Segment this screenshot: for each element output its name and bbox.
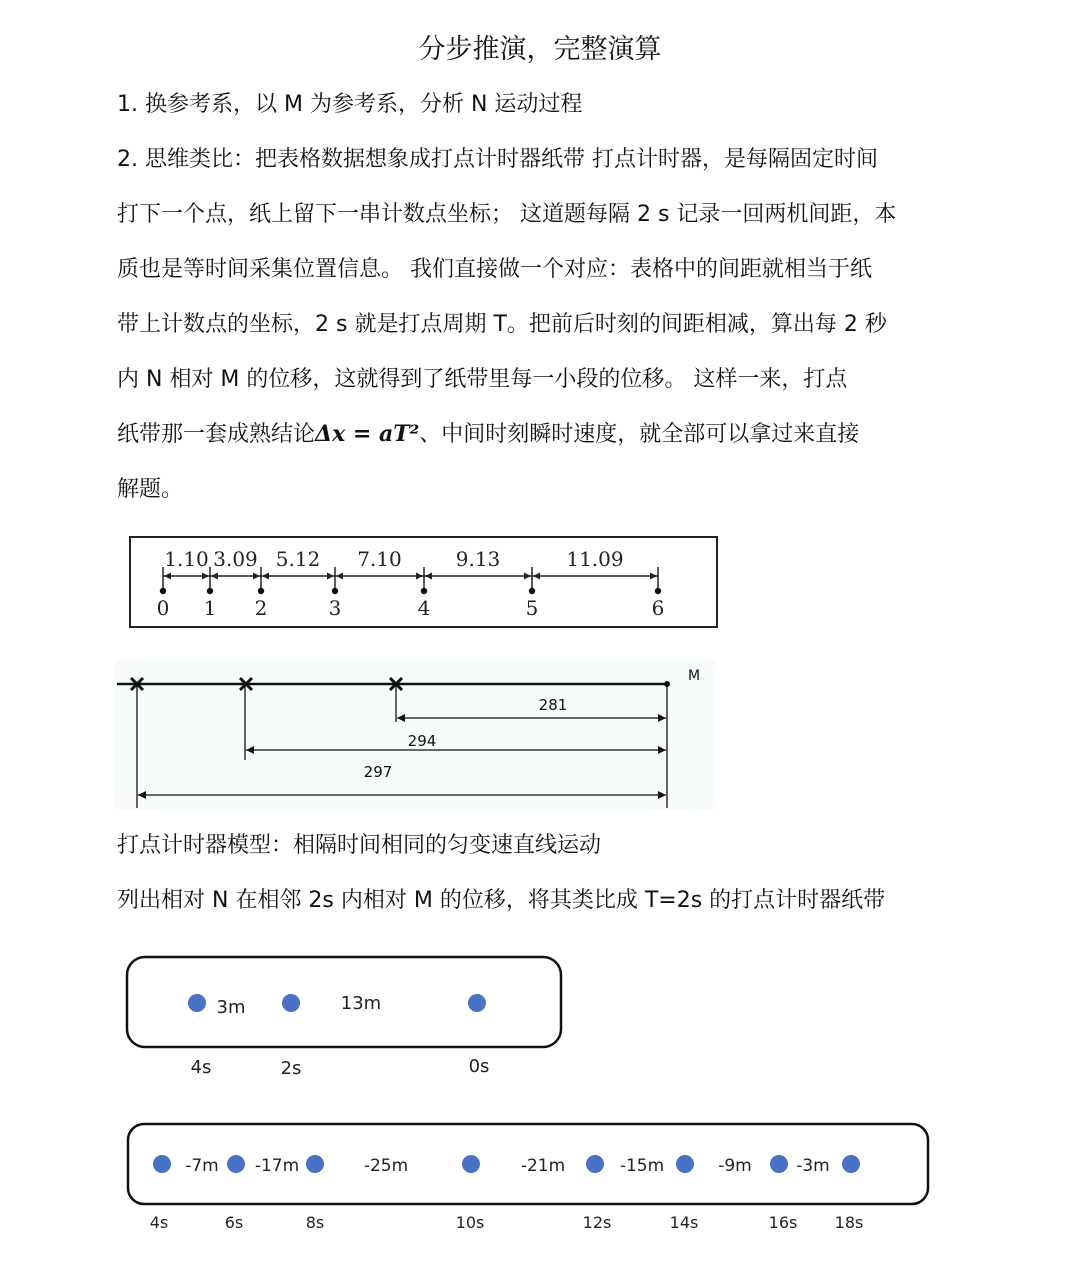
gap-label: -7m [185, 1156, 219, 1176]
tape-dot [676, 1155, 694, 1173]
segment-length-label: 11.09 [566, 547, 624, 571]
model-description: 列出相对 N 在相邻 2s 内相对 M 的位移，将其类比成 T=2s 的打点计时器纸带 [117, 888, 886, 913]
gap-label: -17m [254, 1156, 300, 1176]
segment-length-label: 1.10 [164, 547, 209, 571]
step2-line: 解题。 [117, 477, 184, 502]
segment-length-label: 3.09 [213, 547, 258, 571]
tape-point-label: 5 [525, 596, 539, 620]
step2-line: 打下一个点，纸上留下一串计数点坐标； 这道题每隔 2 s 记录一回两机间距，本 [117, 202, 897, 227]
tape-point-label: 0 [156, 596, 170, 620]
gap-label: -21m [520, 1156, 566, 1176]
tape-dot [153, 1155, 171, 1173]
tape-point [207, 588, 213, 594]
tape-point [160, 588, 166, 594]
distance-label: 281 [538, 696, 568, 714]
step2-text-after-formula: 、中间时刻瞬时速度，就全部可以拿过来直接 [419, 422, 860, 447]
time-label: 8s [305, 1213, 325, 1232]
tape-point-label: 6 [651, 596, 665, 620]
tape-point-label: 2 [254, 596, 268, 620]
time-label: 4s [149, 1213, 169, 1232]
gap-label: 3m [216, 997, 246, 1018]
step2-line-formula [117, 407, 967, 462]
tape-dot [227, 1155, 245, 1173]
gap-label: -3m [796, 1156, 830, 1176]
segment-length-label: 5.12 [275, 547, 321, 571]
step2-line: 2. 思维类比：把表格数据想象成打点计时器纸带 打点计时器，是每隔固定时间 [117, 147, 878, 172]
time-label: 12s [582, 1213, 612, 1232]
step1-text [117, 77, 967, 132]
distance-label: 297 [363, 763, 393, 781]
time-label: 4s [190, 1057, 212, 1078]
dot-tape-2 [120, 1115, 940, 1240]
time-label: 18s [834, 1213, 864, 1232]
tape-point [258, 588, 264, 594]
time-label: 6s [224, 1213, 244, 1232]
distance-label: 294 [407, 732, 437, 750]
step1-line: 1. 换参考系，以 M 为参考系，分析 N 运动过程 [117, 92, 583, 117]
gap-label: 13m [340, 993, 382, 1014]
tape-dot [306, 1155, 324, 1173]
gap-label: -9m [718, 1156, 752, 1176]
ticker-tape-diagram [128, 535, 720, 630]
time-label: 0s [468, 1056, 490, 1077]
tape-point [655, 588, 661, 594]
tape-point-label: 4 [417, 596, 431, 620]
step2-text-before-formula: 纸带那一套成熟结论 [117, 422, 316, 447]
tape-dot [282, 994, 300, 1012]
gap-label: -25m [363, 1156, 409, 1176]
time-label: 2s [280, 1058, 302, 1079]
tape-point [529, 588, 535, 594]
step2-line: 带上计数点的坐标，2 s 就是打点周期 T。把前后时刻的间距相减，算出每 2 秒 [117, 312, 887, 337]
segment-length-label: 7.10 [357, 547, 402, 571]
step2-line: 内 N 相对 M 的位移，这就得到了纸带里每一小段的位移。 这样一来，打点 [117, 367, 848, 392]
tape-dot [586, 1155, 604, 1173]
tape-dot [188, 994, 206, 1012]
segment-length-label: 9.13 [455, 547, 501, 571]
tape-dot [842, 1155, 860, 1173]
tape-point [421, 588, 427, 594]
tape-dot [468, 994, 486, 1012]
time-label: 16s [768, 1213, 798, 1232]
tape-point-label: 1 [203, 596, 217, 620]
time-label: 14s [669, 1213, 699, 1232]
distance-diagram [115, 660, 715, 810]
dot-tape-1 [120, 950, 570, 1085]
step2-paragraph [117, 132, 967, 517]
tape-point-label: 3 [328, 596, 342, 620]
tape-dot [770, 1155, 788, 1173]
page-title: 分步推演，完整演算 [418, 34, 662, 65]
time-label: 10s [455, 1213, 485, 1232]
tape-dot [462, 1155, 480, 1173]
formula: Δx = aT² [315, 421, 420, 447]
tape-point [332, 588, 338, 594]
model-title: 打点计时器模型：相隔时间相同的匀变速直线运动 [117, 833, 602, 858]
step2-line: 质也是等时间采集位置信息。 我们直接做一个对应：表格中的间距就相当于纸 [117, 257, 872, 282]
gap-label: -15m [619, 1156, 665, 1176]
endpoint-label: M [688, 668, 701, 684]
